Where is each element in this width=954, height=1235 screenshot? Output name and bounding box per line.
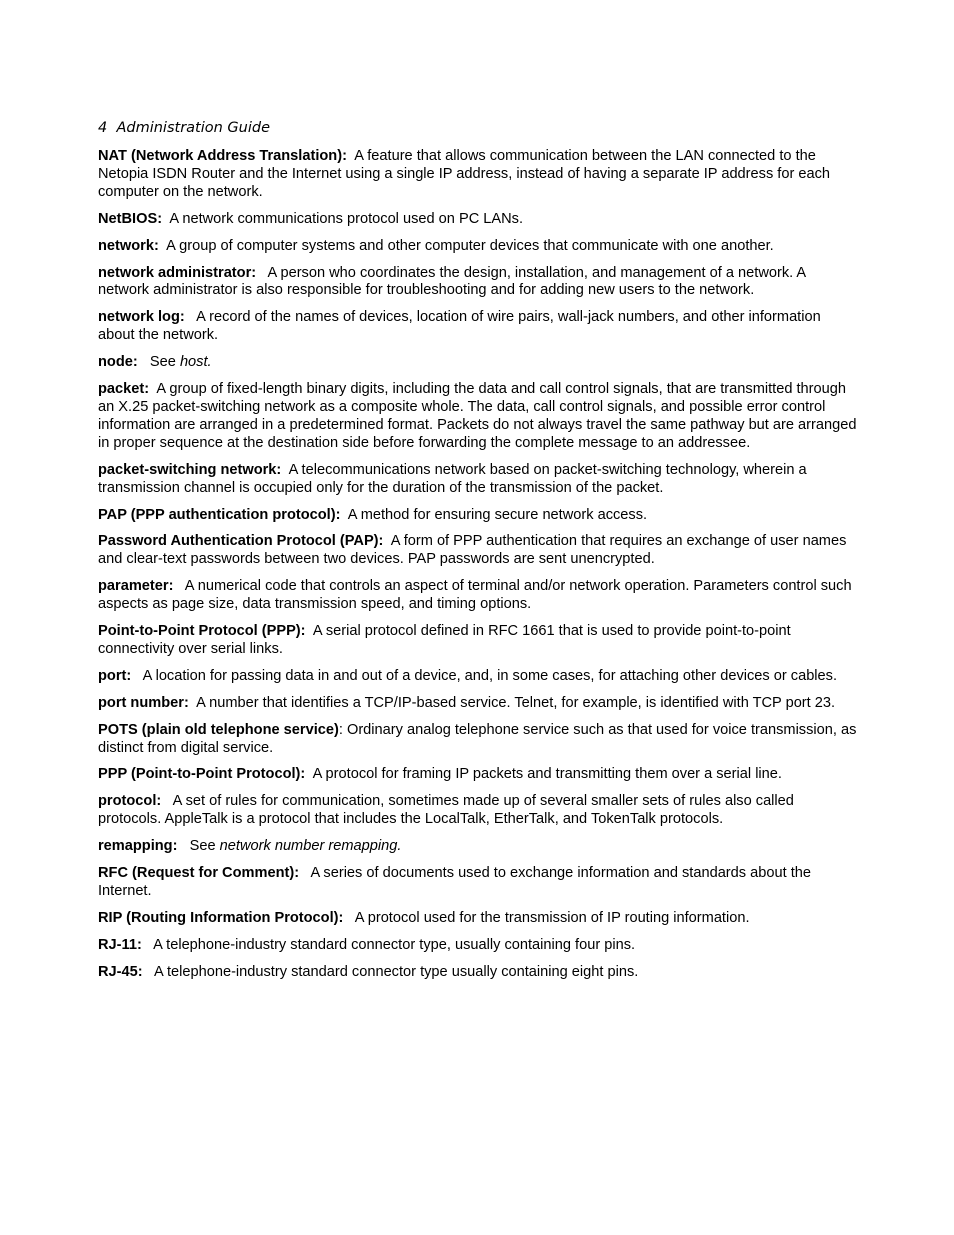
glossary-term: node: — [98, 354, 138, 371]
glossary-entry-pots — [98, 722, 858, 758]
glossary-term: packet-switching network: — [98, 461, 282, 478]
cross-reference: host. — [179, 354, 212, 371]
glossary-term: PAP (PPP authentication protocol): — [98, 506, 341, 523]
glossary-definition: A network communications protocol used on PC LANs. — [169, 210, 524, 227]
glossary-term: RIP (Routing Information Protocol): — [98, 909, 344, 926]
glossary-entry-netbios — [98, 211, 858, 229]
glossary-entry-packet-switching-network — [98, 462, 858, 498]
glossary-entry-network — [98, 238, 858, 256]
glossary-entry-ppp — [98, 766, 858, 784]
glossary-entry-password-authentication-protocol — [98, 533, 858, 569]
glossary-definition: A series of documents used to exchange information and standards about the Internet. — [98, 865, 811, 899]
glossary-term: port: — [98, 667, 132, 684]
glossary-definition: A form of PPP authentication that requires an exchange of user names and clear-text passwords between two devices. PAP passwords are sent unencrypted. — [98, 533, 847, 568]
glossary-term: network: — [98, 237, 159, 254]
glossary-entry-parameter — [98, 578, 858, 614]
glossary-term: RJ-45: — [98, 963, 143, 980]
glossary-entry-rj-45 — [98, 964, 858, 982]
glossary-definition: A location for passing data in and out of a device, and, in some cases, for attaching other devices or cables. — [142, 667, 838, 684]
guide-title: Administration Guide — [116, 120, 270, 136]
glossary-entry-pap — [98, 507, 858, 525]
glossary-entry-rj-11 — [98, 937, 858, 955]
glossary-definition: A numerical code that controls an aspect of terminal and/or network operation. Parameters control such aspects as page size, data transmission speed, and timing options. — [98, 578, 852, 613]
glossary-entry-packet — [98, 381, 858, 453]
glossary-entry-network-administrator — [98, 265, 858, 301]
glossary-term: network administrator: — [98, 264, 257, 281]
glossary-entry-rfc — [98, 865, 858, 901]
glossary-term: RFC (Request for Comment): — [98, 865, 300, 882]
glossary-entry-point-to-point-protocol — [98, 623, 858, 659]
glossary-term: POTS (plain old telephone service) — [98, 721, 339, 738]
glossary-definition: A feature that allows communication between the LAN connected to the Netopia ISDN Router and the Internet using a single IP address, instead of having a separate IP address for each computer on the network. — [98, 148, 831, 200]
glossary-definition: A record of the names of devices, location of wire pairs, wall-jack numbers, and other information about the network. — [98, 309, 821, 344]
page-number: 4 — [98, 120, 108, 136]
glossary-definition: See — [189, 838, 216, 855]
glossary-term: packet: — [98, 381, 150, 398]
glossary-definition: A number that identifies a TCP/IP-based service. Telnet, for example, is identified with TCP port 23. — [196, 694, 836, 711]
glossary-term: PPP (Point-to-Point Protocol): — [98, 766, 306, 783]
glossary-term: parameter: — [98, 578, 174, 595]
glossary-definition: A person who coordinates the design, installation, and management of a network. A network administrator is also responsible for troubleshooting and for adding new users to the network. — [98, 264, 806, 299]
glossary-entry-node — [98, 354, 858, 372]
running-header — [98, 118, 858, 138]
glossary-entry-remapping — [98, 838, 858, 856]
glossary-definition: : Ordinary analog telephone service such as that used for voice transmission, as distinct from digital service. — [98, 721, 857, 756]
glossary-entry-network-log — [98, 309, 858, 345]
glossary-term: NAT (Network Address Translation): — [98, 148, 347, 164]
glossary-definition: A telecommunications network based on packet-switching technology, wherein a transmission channel is occupied only for the duration of the transmission of the packet. — [98, 461, 807, 496]
glossary-definition: A serial protocol defined in RFC 1661 that is used to provide point-to-point connectivity over serial links. — [98, 623, 791, 657]
glossary-term: network log: — [98, 309, 185, 326]
glossary-entry-nat — [98, 148, 858, 202]
glossary-definition: A group of fixed-length binary digits, including the data and call control signals, that are transmitted through an X.25 packet-switching network as a composite whole. The data, call control signals, and possible error control information are arranged in a predetermined format. Packets do not always travel the same pathway but are arranged in proper sequence at the destination side before forwarding the complete message to an addressee. — [98, 381, 857, 451]
glossary-definition: A set of rules for communication, sometimes made up of several smaller sets of rules also called protocols. AppleTalk is a protocol that includes the LocalTalk, EtherTalk, and TokenTalk protocols. — [98, 793, 794, 828]
glossary-entry-port-number — [98, 695, 858, 713]
glossary-definition: See — [149, 354, 176, 371]
glossary-definition: A telephone-industry standard connector type usually containing eight pins. — [153, 963, 639, 980]
glossary-term: protocol: — [98, 793, 162, 810]
glossary-entry-port — [98, 668, 858, 686]
document-page — [98, 118, 858, 991]
glossary-definition: A method for ensuring secure network access. — [347, 506, 648, 523]
cross-reference: network number remapping. — [219, 838, 402, 855]
glossary-term: Password Authentication Protocol (PAP): — [98, 533, 384, 550]
glossary-term: NetBIOS: — [98, 210, 163, 227]
glossary-entry-rip — [98, 910, 858, 928]
glossary-term: remapping: — [98, 838, 178, 855]
glossary-definition: A group of computer systems and other computer devices that communicate with one another. — [166, 237, 774, 254]
glossary-definition: A telephone-industry standard connector type, usually containing four pins. — [153, 936, 636, 953]
glossary-definition: A protocol for framing IP packets and transmitting them over a serial line. — [312, 766, 782, 783]
glossary-term: Point-to-Point Protocol (PPP): — [98, 623, 306, 640]
glossary-definition: A protocol used for the transmission of IP routing information. — [354, 909, 750, 926]
glossary-term: RJ-11: — [98, 936, 142, 953]
glossary-term: port number: — [98, 694, 189, 711]
glossary-entry-protocol — [98, 793, 858, 829]
